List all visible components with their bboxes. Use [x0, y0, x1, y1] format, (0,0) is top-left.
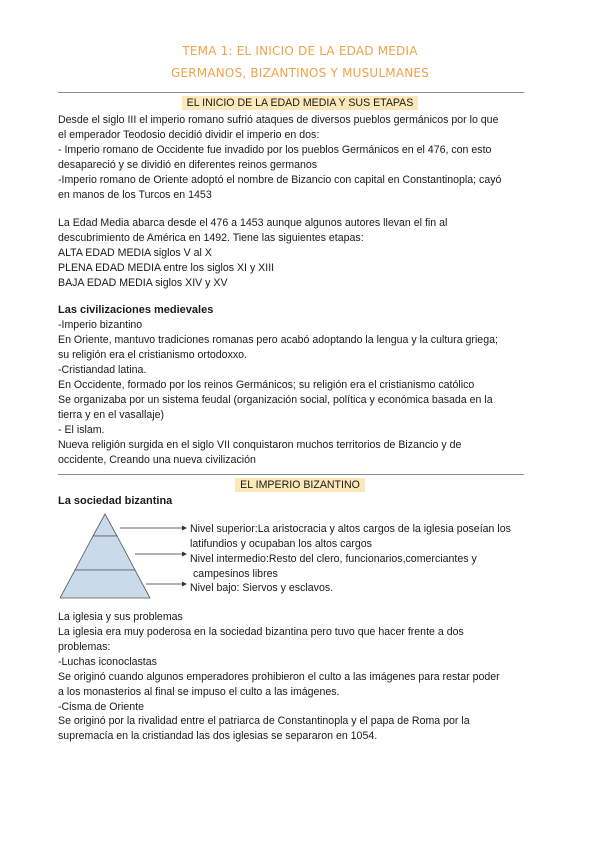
paragraph-line: supremacía en la cristiandad las dos iglesias se separaron en 1054.: [58, 730, 378, 742]
paragraph-line: descubrimiento de América en 1492. Tiene las siguientes etapas:: [58, 232, 364, 244]
pyramid-label-intermedio: Nivel intermedio:Resto del clero, funcionarios,comerciantes y: [190, 553, 477, 565]
paragraph-line: occidente, Creando una nueva civilización: [58, 454, 256, 466]
paragraph-line: -Imperio bizantino: [58, 319, 143, 331]
paragraph-line: su religión era el cristianismo ortodoxxo.: [58, 349, 248, 361]
document-title-line-2: GERMANOS, BIZANTINOS Y MUSULMANES: [170, 66, 430, 80]
paragraph-line: el emperador Teodosio decidió dividir el imperio en dos:: [58, 129, 320, 141]
document-title-line-1: TEMA 1: EL INICIO DE LA EDAD MEDIA: [182, 44, 418, 58]
arrowhead-intermedio: [182, 552, 187, 557]
paragraph-line: La iglesia era muy poderosa en la sociedad bizantina pero tuvo que hacer frente a dos: [58, 626, 464, 638]
subheading-civilizaciones: Las civilizaciones medievales: [58, 304, 214, 316]
pyramid-level-bottom: [60, 570, 150, 598]
section-heading-bizantino: [0, 479, 600, 491]
paragraph-line: - Imperio romano de Occidente fue invadido por los pueblos Germánicos en el 476, con esto: [58, 144, 492, 156]
paragraph-line: -Imperio romano de Oriente adoptó el nombre de Bizancio con capital en Constantinopla; cayó: [58, 174, 502, 186]
pyramid-level-middle: [75, 536, 135, 570]
pyramid-label-superior: Nivel superior:La aristocracia y altos cargos de la iglesia poseían los: [190, 523, 511, 535]
pyramid-level-top: [93, 514, 117, 536]
paragraph-line: Desde el siglo III el imperio romano sufrió ataques de diversos pueblos germánicos por lo que: [58, 114, 499, 126]
paragraph-line: a los monasterios al final se impuso el culto a las imágenes.: [58, 686, 340, 698]
social-pyramid-diagram: [60, 510, 190, 610]
paragraph-line: Se organizaba por un sistema feudal (organización social, política y económica basada en la: [58, 394, 493, 406]
divider: [58, 474, 524, 475]
arrowhead-superior: [182, 526, 187, 531]
pyramid-label-intermedio-cont: campesinos libres: [193, 568, 278, 580]
paragraph-line: BAJA EDAD MEDIA siglos XIV y XV: [58, 277, 228, 289]
paragraph-line: ALTA EDAD MEDIA siglos V al X: [58, 247, 212, 259]
paragraph-line: En Oriente, mantuvo tradiciones romanas pero acabó adoptando la lengua y la cultura griega;: [58, 334, 498, 346]
paragraph-line: -Luchas iconoclastas: [58, 656, 157, 668]
divider: [58, 92, 524, 93]
paragraph-line: Nueva religión surgida en el siglo VII conquistaron muchos territorios de Bizancio y de: [58, 439, 462, 451]
paragraph-line: En Occidente, formado por los reinos Germánicos; su religión era el cristianismo católico: [58, 379, 475, 391]
paragraph-line: PLENA EDAD MEDIA entre los siglos XI y XIII: [58, 262, 275, 274]
pyramid-label-superior-cont: latifundios y ocupaban los altos cargos: [190, 538, 372, 550]
paragraph-line: problemas:: [58, 641, 111, 653]
paragraph-line: desapareció y se dividió en diferentes reinos germanos: [58, 159, 318, 171]
paragraph-line: - El islam.: [58, 424, 105, 436]
section-heading-inicio: [0, 97, 600, 109]
paragraph-line: en manos de los Turcos en 1453: [58, 189, 212, 201]
paragraph-line: Se originó cuando algunos emperadores prohibieron el culto a las imágenes para restar poder: [58, 671, 500, 683]
paragraph-line: -Cisma de Oriente: [58, 701, 144, 713]
pyramid-label-bajo: Nivel bajo: Siervos y esclavos.: [190, 582, 334, 594]
paragraph-line: tierra y en el vasallaje): [58, 409, 164, 421]
arrowhead-bajo: [182, 582, 187, 587]
paragraph-line: La Edad Media abarca desde el 476 a 1453 aunque algunos autores llevan el fin al: [58, 217, 448, 229]
subheading-sociedad: La sociedad bizantina: [58, 495, 173, 507]
paragraph-line: -Cristiandad latina.: [58, 364, 147, 376]
section-heading-text: EL IMPERIO BIZANTINO: [235, 478, 365, 492]
section-heading-text: EL INICIO DE LA EDAD MEDIA Y SUS ETAPAS: [182, 96, 419, 110]
paragraph-line: Se originó por la rivalidad entre el patriarca de Constantinopla y el papa de Roma por la: [58, 715, 470, 727]
subheading-iglesia: La iglesia y sus problemas: [58, 611, 183, 623]
